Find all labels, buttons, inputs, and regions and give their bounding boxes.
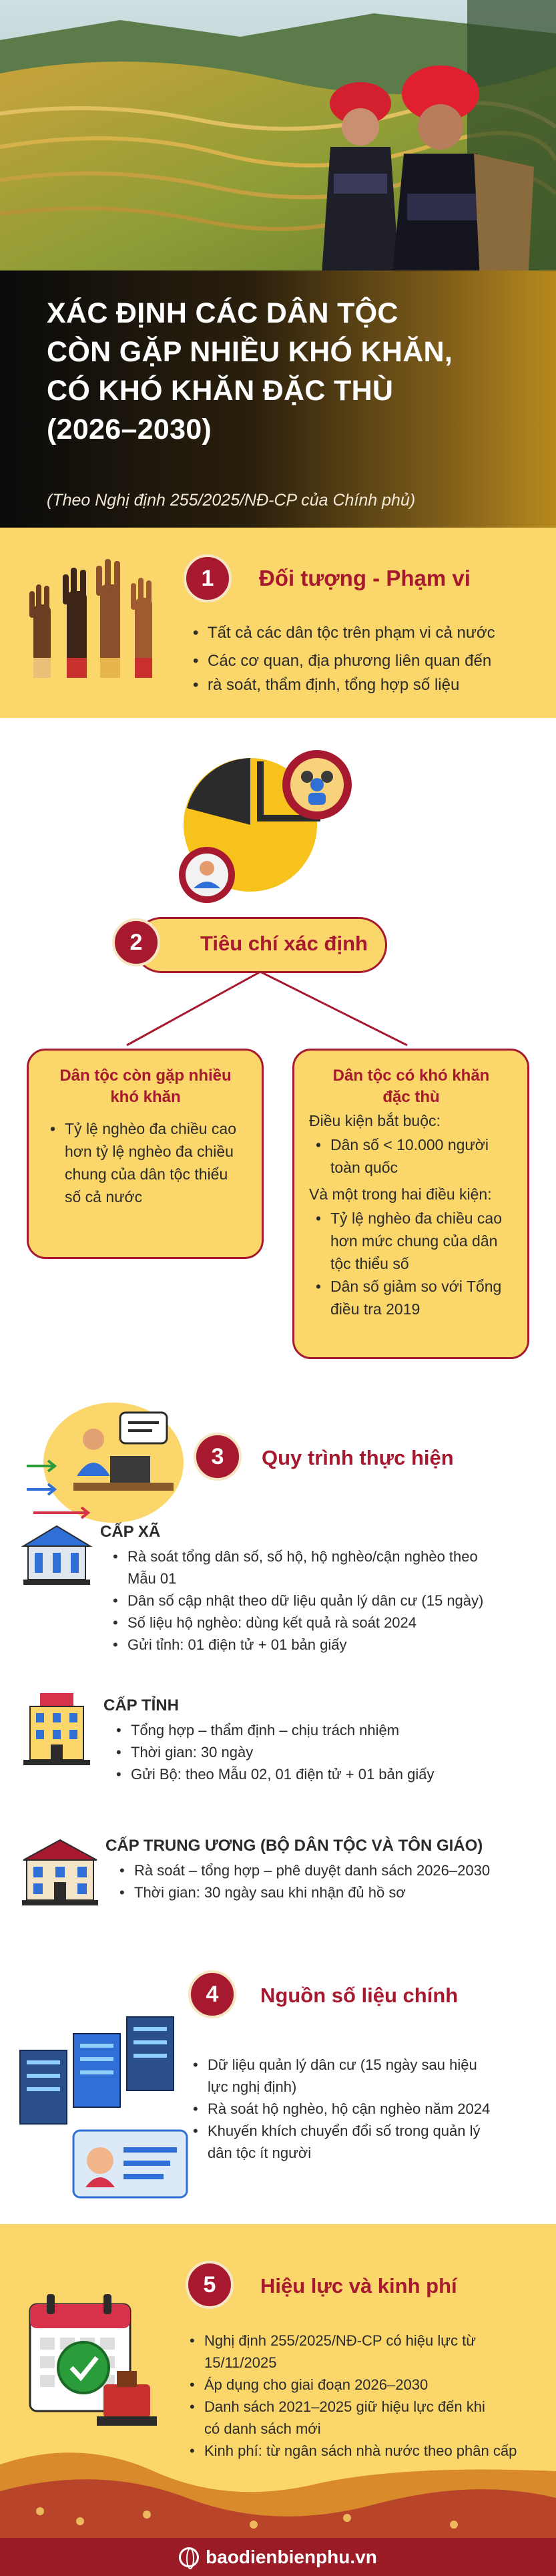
list-item-line: chung của dân tộc thiểu bbox=[65, 1165, 228, 1183]
list-item-line: • Dân số < 10.000 người bbox=[330, 1136, 489, 1153]
title-line: CÒN GẶP NHIỀU KHÓ KHĂN, bbox=[47, 336, 453, 368]
people-chart-icon bbox=[174, 745, 387, 905]
list-item: • Gửi tỉnh: 01 điện tử + 01 bản giấy bbox=[110, 1634, 544, 1656]
raised-hands-icon bbox=[20, 551, 174, 685]
central-building-icon bbox=[20, 1837, 100, 1910]
box-title-line: Dân tộc còn gặp nhiều bbox=[59, 1067, 232, 1085]
criteria-box-special bbox=[292, 1049, 529, 1359]
footer-site-link[interactable]: baodienbienphu.vn bbox=[206, 2546, 377, 2567]
list-item-line: • Tỷ lệ nghèo đa chiều cao bbox=[330, 1210, 503, 1227]
list-item-line: Mẫu 01 bbox=[127, 1570, 177, 1587]
list-item bbox=[187, 2330, 551, 2374]
list-item-line: hơn tỷ lệ nghèo đa chiều bbox=[65, 1143, 234, 1160]
province-title: CẤP TỈNH bbox=[103, 1696, 179, 1714]
footer bbox=[0, 2538, 556, 2576]
list-item: • Thời gian: 30 ngày bbox=[113, 1741, 541, 1763]
list-item-line: 15/11/2025 bbox=[204, 2354, 277, 2371]
box-list bbox=[47, 1117, 254, 1208]
list-item-line: có danh sách mới bbox=[204, 2420, 321, 2437]
section-title: Tiêu chí xác định bbox=[200, 932, 368, 955]
list-item bbox=[313, 1133, 520, 1179]
list-item-line: • Khuyến khích chuyển đổi số trong quản lý bbox=[208, 2123, 481, 2139]
list-item-line: • Tỷ lệ nghèo đa chiều cao bbox=[65, 1120, 237, 1137]
list-item: • Kinh phí: từ ngân sách nhà nước theo phân cấp bbox=[187, 2440, 551, 2462]
list-item-line: điều tra 2019 bbox=[330, 1300, 421, 1318]
title-line: CÓ KHÓ KHĂN ĐẶC THÙ bbox=[47, 375, 394, 407]
list-item-line: dân tộc ít người bbox=[208, 2145, 312, 2161]
list-item: • Dân số cập nhật theo dữ liệu quản lý dân cư (15 ngày) bbox=[110, 1590, 544, 1612]
title-line: XÁC ĐỊNH CÁC DÂN TỘC bbox=[47, 297, 398, 329]
section-number-badge: 4 bbox=[188, 1970, 236, 2018]
list-item: • Rà soát hộ nghèo, hộ cận nghèo năm 2024 bbox=[190, 2098, 544, 2120]
required-label: Điều kiện bắt buộc: bbox=[309, 1112, 441, 1129]
list-item: • Gửi Bộ: theo Mẫu 02, 01 điện tử + 01 bản giấy bbox=[113, 1763, 541, 1785]
list-item: • Số liệu hộ nghèo: dùng kết quả rà soát 2024 bbox=[110, 1612, 544, 1634]
calendar-approval-icon bbox=[17, 2284, 164, 2444]
office-worker-icon bbox=[13, 1396, 187, 1529]
section-number-badge: 5 bbox=[186, 2261, 234, 2309]
list-item bbox=[190, 649, 537, 673]
list-item: • Tổng hợp – thẩm định – chịu trách nhiệm bbox=[113, 1719, 541, 1741]
page-title bbox=[47, 294, 527, 449]
hero-photo bbox=[0, 0, 556, 294]
section-title: Quy trình thực hiện bbox=[262, 1446, 454, 1469]
list-item-line: toàn quốc bbox=[330, 1159, 398, 1176]
list-item: • Tất cả các dân tộc trên phạm vi cả nước bbox=[190, 621, 537, 645]
list-item bbox=[110, 1545, 544, 1590]
section-title: Nguồn số liệu chính bbox=[260, 1984, 459, 2007]
central-list bbox=[117, 1859, 544, 1903]
province-list bbox=[113, 1719, 541, 1785]
effect-list bbox=[187, 2330, 551, 2462]
section-number-badge: 3 bbox=[194, 1433, 242, 1481]
required-list bbox=[313, 1133, 520, 1179]
list-item bbox=[190, 2054, 544, 2098]
list-item-line: • Rà soát tổng dân số, số hộ, hộ nghèo/cận nghèo theo bbox=[127, 1548, 478, 1565]
box-title-line: Dân tộc có khó khăn bbox=[332, 1067, 490, 1085]
section-title: Hiệu lực và kinh phí bbox=[260, 2274, 457, 2297]
list-item bbox=[313, 1275, 520, 1320]
scope-list bbox=[190, 621, 537, 701]
list-item bbox=[187, 2396, 551, 2440]
commune-list bbox=[110, 1545, 544, 1656]
list-item: • Áp dụng cho giai đoạn 2026–2030 bbox=[187, 2374, 551, 2396]
list-item-line: • Dân số giảm so với Tổng bbox=[330, 1278, 502, 1295]
section-number-badge: 1 bbox=[184, 554, 232, 602]
section-number-badge: 2 bbox=[112, 918, 160, 966]
section-title: Đối tượng - Phạm vi bbox=[259, 566, 471, 590]
commune-building-icon bbox=[20, 1523, 93, 1586]
list-item bbox=[313, 1207, 520, 1275]
list-item-line: hơn mức chung của dân bbox=[330, 1232, 498, 1250]
globe-icon bbox=[179, 2547, 199, 2567]
section-effect-funding bbox=[0, 2224, 556, 2538]
list-item-continuation bbox=[190, 673, 537, 697]
server-database-icon bbox=[13, 2004, 194, 2204]
box-title-line: khó khăn bbox=[110, 1088, 181, 1106]
box-title bbox=[301, 1065, 521, 1108]
box-title-line: đặc thù bbox=[382, 1088, 440, 1106]
criteria-box-difficult bbox=[27, 1049, 264, 1259]
section-criteria bbox=[0, 718, 556, 1376]
list-item-text: rà soát, thẩm định, tổng hợp số liệu bbox=[208, 676, 460, 694]
title-line: (2026–2030) bbox=[47, 413, 212, 445]
list-item: • Thời gian: 30 ngày sau khi nhận đủ hồ sơ bbox=[117, 1881, 544, 1903]
section-process bbox=[0, 1376, 556, 1937]
list-item-line: tộc thiểu số bbox=[330, 1255, 409, 1272]
box-title bbox=[35, 1065, 256, 1108]
section-scope bbox=[0, 528, 556, 718]
list-item-line: • Danh sách 2021–2025 giữ hiệu lực đến khi bbox=[204, 2398, 485, 2415]
sources-list bbox=[190, 2054, 544, 2164]
list-item-line: • Nghị định 255/2025/NĐ-CP có hiệu lực từ bbox=[204, 2332, 476, 2349]
list-item-line: số cả nước bbox=[65, 1188, 143, 1206]
section-data-sources bbox=[0, 1937, 556, 2224]
central-title: CẤP TRUNG ƯƠNG (BỘ DÂN TỘC VÀ TÔN GIÁO) bbox=[105, 1837, 483, 1855]
list-item bbox=[190, 2120, 544, 2164]
hero-section bbox=[0, 0, 556, 528]
page-subtitle: (Theo Nghị định 255/2025/NĐ-CP của Chính phủ) bbox=[47, 491, 416, 510]
commune-title: CẤP XÃ bbox=[100, 1523, 161, 1541]
list-item-text: Các cơ quan, địa phương liên quan đến bbox=[208, 652, 492, 670]
either-list bbox=[313, 1207, 520, 1320]
list-item: • Rà soát – tổng hợp – phê duyệt danh sách 2026–2030 bbox=[117, 1859, 544, 1881]
province-building-icon bbox=[20, 1690, 93, 1767]
list-item-line: lực nghị định) bbox=[208, 2078, 297, 2095]
either-label: Và một trong hai điều kiện: bbox=[309, 1185, 492, 1203]
list-item bbox=[47, 1117, 254, 1208]
list-item-line: • Dữ liệu quản lý dân cư (15 ngày sau hiệu bbox=[208, 2056, 477, 2073]
